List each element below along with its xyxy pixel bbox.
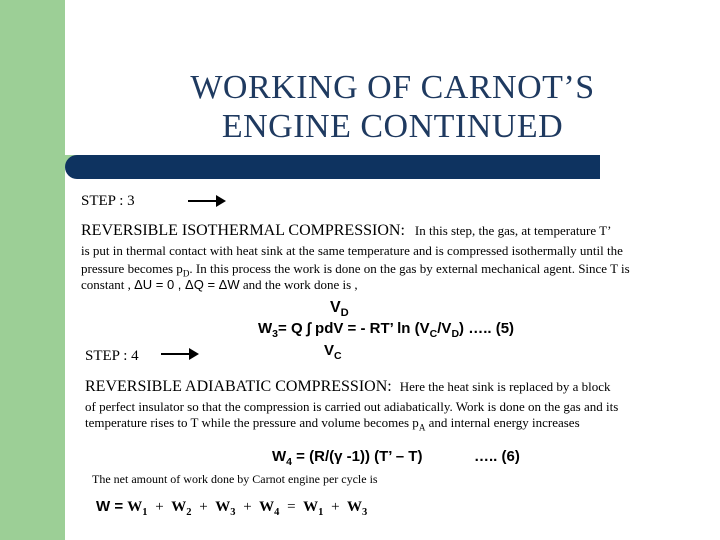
- eq6-tag: ….. (6): [474, 448, 520, 465]
- step4-line-3a: temperature rises to T while the pressure and volume becomes p: [85, 415, 419, 430]
- term-3: W: [215, 499, 231, 515]
- term-3-subscript: 3: [230, 507, 236, 518]
- step3-line-4b: and the work done is ,: [239, 277, 358, 292]
- step3-intro: In this step, the gas, at temperature T’: [414, 223, 612, 238]
- term-2-subscript: 2: [186, 507, 192, 518]
- net-work-equation: [96, 498, 367, 516]
- eq6-lhs-subscript: 4: [286, 456, 293, 468]
- net-work-W: W: [96, 498, 111, 515]
- step3-line-3: [81, 261, 630, 277]
- term-4-subscript: 4: [274, 507, 280, 518]
- result-term-1-subscript: 1: [318, 507, 324, 518]
- eq5-upper-limit: [330, 299, 349, 320]
- eq5-rhs-subscript-2: D: [451, 328, 460, 340]
- eq5-rhs-subscript-1: C: [429, 328, 438, 340]
- step3-line-4-equation: ΔU = 0 , ΔQ = ΔW: [134, 277, 240, 292]
- step4-intro: Here the heat sink is replaced by a block: [399, 379, 611, 394]
- step3-line-2: is put in thermal contact with heat sink at the same temperature and is compressed isothermally until the: [81, 243, 623, 258]
- plus-3: +: [243, 499, 252, 515]
- decorative-green-strip: [0, 166, 65, 540]
- eq5-upper-limit-symbol: V: [330, 299, 341, 316]
- eq5-lhs-subscript: 3: [272, 328, 279, 340]
- step3-first-line: [81, 222, 611, 240]
- step3-heading: REVERSIBLE ISOTHERMAL COMPRESSION:: [81, 222, 405, 239]
- eq5-upper-limit-subscript: D: [340, 307, 349, 320]
- step3-line-3-subscript: D: [182, 268, 190, 279]
- eq5-equation: [258, 320, 515, 340]
- step4-line-3-subscript: A: [418, 422, 426, 433]
- result-term-1: W: [303, 499, 319, 515]
- net-work-text: The net amount of work done by Carnot engine per cycle is: [92, 472, 378, 486]
- step4-first-line: [85, 378, 611, 396]
- slide-title: [65, 68, 720, 146]
- step3-arrow-icon: [188, 200, 224, 202]
- term-1: W: [127, 499, 143, 515]
- term-2: W: [171, 499, 187, 515]
- title-divider-bar: [65, 155, 600, 179]
- term-1-subscript: 1: [142, 507, 148, 518]
- net-work-equals-1: =: [110, 498, 128, 515]
- plus-4: +: [331, 499, 340, 515]
- eq6-equation: [272, 448, 423, 468]
- result-term-2-subscript: 3: [362, 507, 368, 518]
- step4-line-2: of perfect insulator so that the compression is carried out adiabatically. Work is done on the gas and its: [85, 399, 619, 414]
- step3-label: STEP : 3: [81, 193, 135, 209]
- step4-arrow-icon: [161, 353, 197, 355]
- step4-line-3: [85, 415, 580, 431]
- eq5-lhs: W: [258, 320, 273, 337]
- eq5-lower-limit-symbol: V: [324, 342, 335, 359]
- plus-1: +: [155, 499, 164, 515]
- eq6-rhs: = (R/(γ -1)) (T’ – T): [292, 448, 423, 465]
- title-line-2: ENGINE CONTINUED: [221, 108, 564, 145]
- step4-line-3b: and internal energy increases: [425, 415, 580, 430]
- eq5-rhs-start: = Q ∫ pdV = - RT’ ln (V: [278, 320, 430, 337]
- title-line-1: WORKING OF CARNOT’S: [190, 69, 595, 106]
- term-4: W: [259, 499, 275, 515]
- step3-line-3a: pressure becomes p: [81, 261, 183, 276]
- result-term-2: W: [347, 499, 363, 515]
- step3-line-4: [81, 277, 358, 293]
- eq6-lhs: W: [272, 448, 287, 465]
- plus-2: +: [199, 499, 208, 515]
- eq5-lower-limit-subscript: C: [334, 350, 342, 362]
- step3-line-4a: constant ,: [81, 277, 135, 292]
- eq5-rhs-mid: /V: [437, 320, 452, 337]
- step4-heading: REVERSIBLE ADIABATIC COMPRESSION:: [85, 378, 392, 395]
- step3-line-3b: . In this process the work is done on the gas by external mechanical agent. Since T is: [189, 261, 630, 276]
- eq5-lower-limit: [324, 342, 342, 362]
- step4-label: STEP : 4: [85, 348, 139, 364]
- eq5-rhs-end: ) ….. (5): [459, 320, 515, 337]
- equals-2: =: [287, 499, 296, 515]
